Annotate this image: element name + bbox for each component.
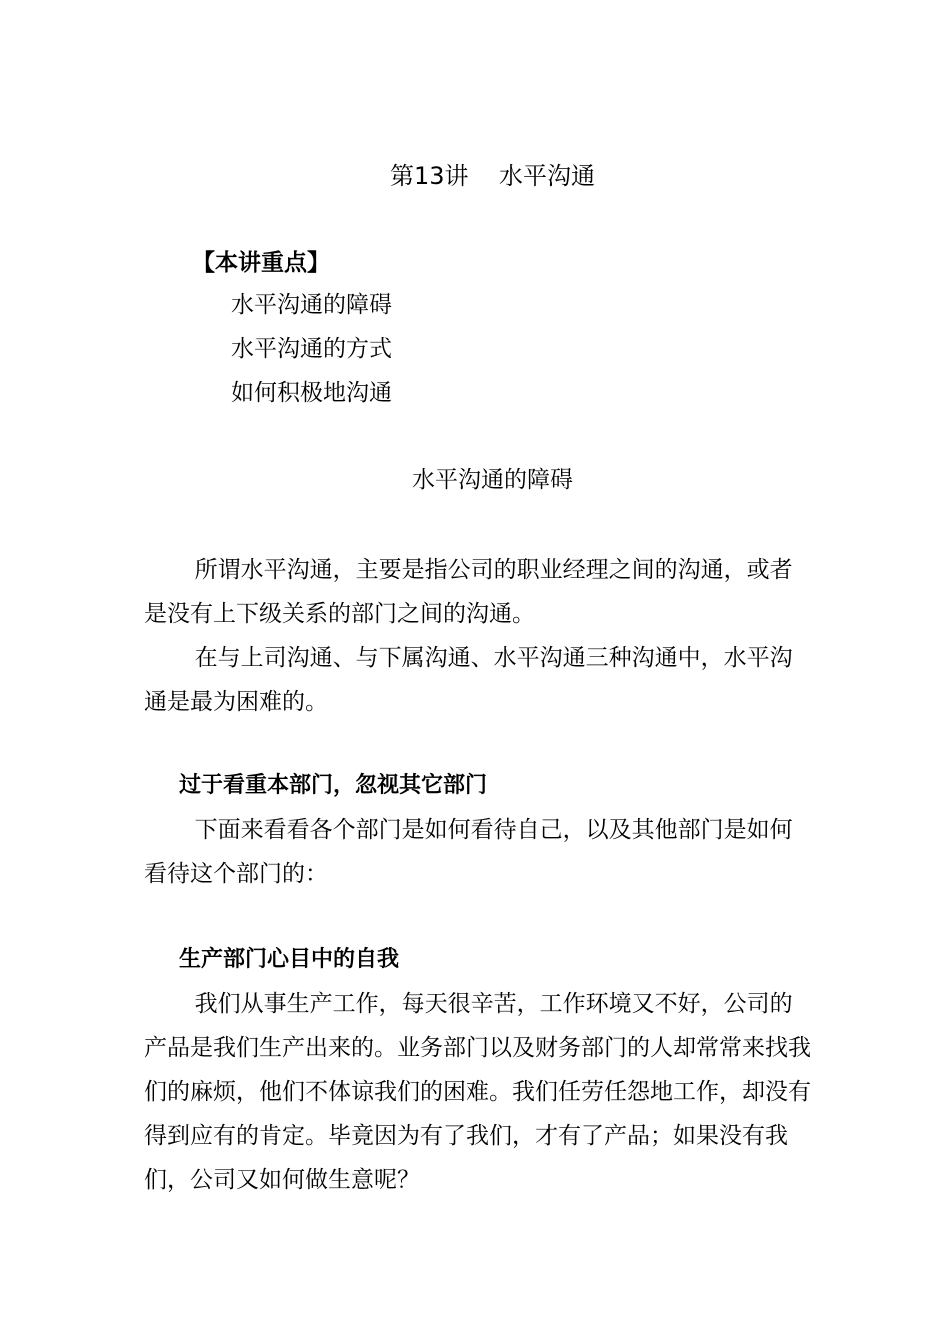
subsection-paragraph-1: 下面来看看各个部门是如何看待自己，以及其他部门是如何看待这个部门的： xyxy=(144,817,793,887)
subsection-heading-2: 生产部门心目中的自我 xyxy=(179,947,400,972)
key-point-item: 如何积极地沟通 xyxy=(231,380,392,406)
key-point-item: 水平沟通的方式 xyxy=(231,336,392,362)
key-points-heading: 【本讲重点】 xyxy=(192,250,330,276)
key-points-list xyxy=(231,287,392,419)
intro-paragraph-1: 所谓水平沟通，主要是指公司的职业经理之间的沟通，或者是没有上下级关系的部门之间的沟通。 xyxy=(144,557,793,627)
page-title: 第13讲 水平沟通 xyxy=(389,162,596,190)
subsection-heading-1: 过于看重本部门，忽视其它部门 xyxy=(179,773,488,798)
subsection-paragraph-2: 我们从事生产工作，每天很辛苦，工作环境又不好，公司的产品是我们生产出来的。业务部门以及财务部门的人却常常来找我们的麻烦，他们不体谅我们的困难。我们任劳任怨地工作，却没有得到应有的肯定。毕竟因为有了我们，才有了产品；如果没有我们，公司又如何做生意呢？ xyxy=(144,991,811,1193)
section-title: 水平沟通的障碍 xyxy=(412,467,573,493)
intro-paragraph-2: 在与上司沟通、与下属沟通、水平沟通三种沟通中，水平沟通是最为困难的。 xyxy=(144,645,793,715)
key-point-item: 水平沟通的障碍 xyxy=(231,292,392,318)
